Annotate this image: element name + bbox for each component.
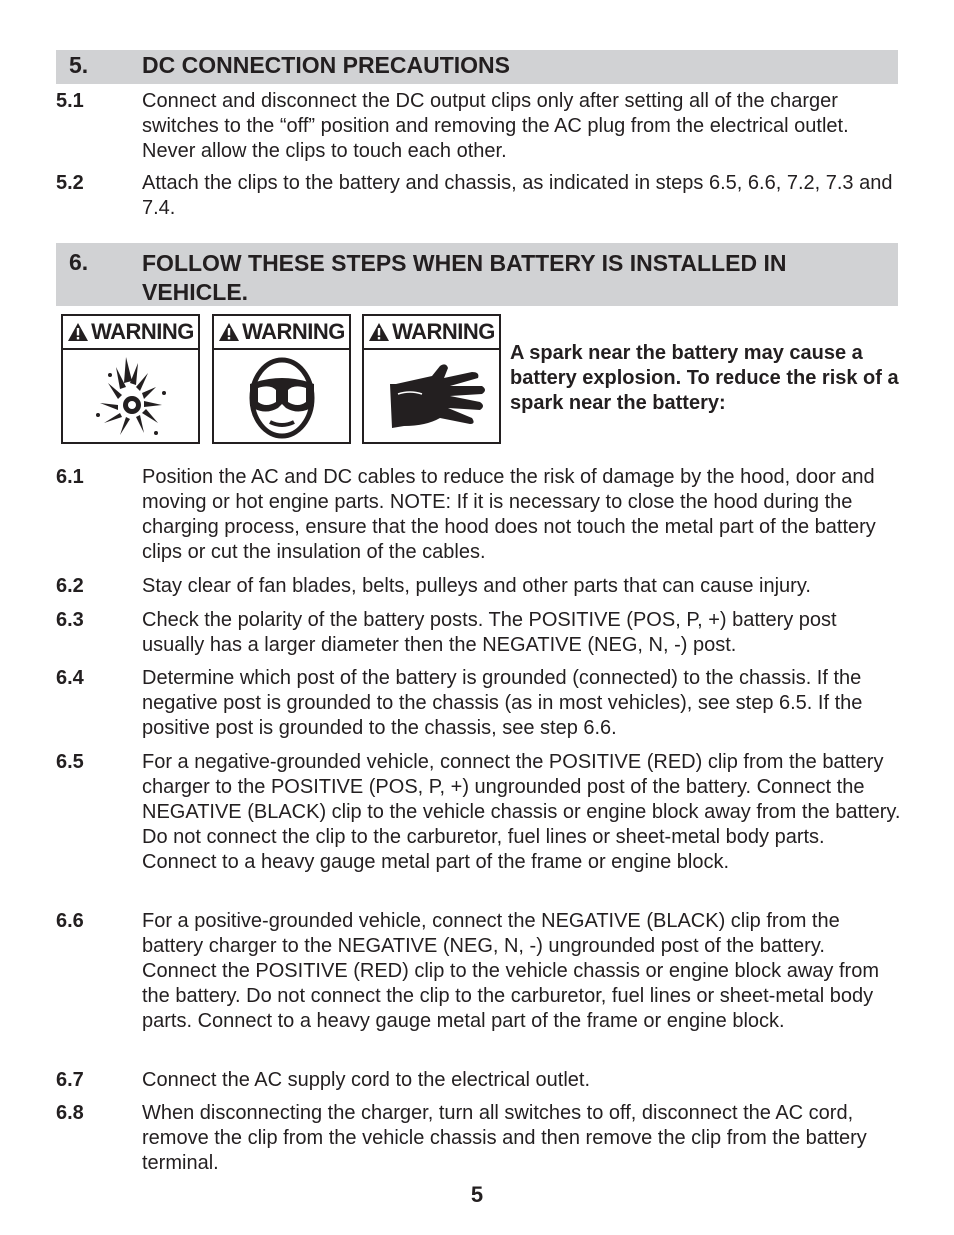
warning-box-explosion — [61, 314, 200, 444]
item-text: Connect and disconnect the DC output clips only after setting all of the charger switches to the “off” position and removing the AC plug from the electrical outlet. Never allow the clips to touch each other. — [142, 90, 849, 162]
item-number: 5.1 — [56, 90, 84, 112]
warning-triangle-icon — [218, 322, 240, 342]
section-number: 6. — [69, 249, 89, 275]
warning-label: WARNING — [91, 319, 194, 344]
list-item — [56, 465, 901, 565]
section-number: 5. — [69, 52, 89, 78]
page-number: 5 — [470, 1182, 484, 1207]
warning-text: A spark near the battery may cause a battery explosion. To reduce the risk of a spark near the battery: — [510, 342, 899, 414]
warning-box-glove — [362, 314, 501, 444]
section-title: FOLLOW THESE STEPS WHEN BATTERY IS INSTALLED IN VEHICLE. — [142, 250, 787, 305]
item-text: Stay clear of fan blades, belts, pulleys and other parts that can cause injury. — [142, 575, 811, 597]
list-item — [56, 574, 901, 599]
item-number: 6.2 — [56, 575, 84, 597]
list-item — [56, 89, 901, 164]
safety-goggles-icon — [242, 354, 322, 440]
explosion-icon — [86, 353, 176, 441]
item-number: 6.7 — [56, 1069, 84, 1091]
warning-header — [214, 316, 349, 350]
list-item — [56, 1101, 901, 1176]
item-text: For a positive-grounded vehicle, connect the NEGATIVE (BLACK) clip from the battery charger to the NEGATIVE (NEG, N, -) ungrounded post of the battery. Connect the POSITIVE (RED) clip to the vehicle chassis or engine block away from the battery. Do not connect the clip to the carburetor, fuel lines or sheet-metal body parts. Connect to a heavy gauge metal part of the frame or engine block. — [142, 910, 879, 1032]
item-text: Check the polarity of the battery posts. The POSITIVE (POS, P, +) battery post usually has a larger diameter then the NEGATIVE (NEG, N, -) post. — [142, 609, 837, 656]
warning-box-goggles — [212, 314, 351, 444]
list-item — [56, 666, 901, 741]
item-number: 6.5 — [56, 751, 84, 773]
warning-label: WARNING — [242, 319, 345, 344]
warning-header — [364, 316, 499, 350]
item-number: 6.3 — [56, 609, 84, 631]
item-text: Position the AC and DC cables to reduce the risk of damage by the hood, door and moving or hot engine parts. NOTE: If it is necessary to close the hood during the charging process, ensure that the hood does not touch the metal part of the battery clips or cut the insulation of the cables. — [142, 466, 876, 563]
item-number: 6.8 — [56, 1102, 84, 1124]
warning-header — [63, 316, 198, 350]
item-text: Attach the clips to the battery and chassis, as indicated in steps 6.5, 6.6, 7.2, 7.3 and 7.4. — [142, 172, 893, 219]
warning-label: WARNING — [392, 319, 495, 344]
section-title: DC CONNECTION PRECAUTIONS — [142, 52, 511, 78]
list-item — [56, 1068, 901, 1093]
warning-triangle-icon — [368, 322, 390, 342]
item-text: When disconnecting the charger, turn all switches to off, disconnect the AC cord, remove the clip from the vehicle chassis and then remove the clip from the battery terminal. — [142, 1102, 867, 1174]
item-text: Connect the AC supply cord to the electrical outlet. — [142, 1069, 591, 1091]
rubber-glove-icon — [376, 354, 488, 440]
item-number: 6.6 — [56, 910, 84, 932]
section-6-header — [56, 243, 898, 306]
item-number: 6.4 — [56, 667, 84, 689]
list-item — [56, 909, 901, 1034]
item-text: For a negative-grounded vehicle, connect the POSITIVE (RED) clip from the battery charger to the POSITIVE (POS, P, +) ungrounded post of the battery. Connect the NEGATIVE (BLACK) clip to the vehicle chassis or engine block away from the battery. Do not connect the clip to the carburetor, fuel lines or sheet-metal body parts. Connect to a heavy gauge metal part of the frame or engine block. — [142, 751, 901, 873]
item-number: 6.1 — [56, 466, 84, 488]
list-item — [56, 171, 901, 221]
warning-triangle-icon — [67, 322, 89, 342]
item-number: 5.2 — [56, 172, 84, 194]
section-5-header — [56, 50, 898, 84]
list-item — [56, 608, 901, 658]
item-text: Determine which post of the battery is grounded (connected) to the chassis. If the negative post is grounded to the chassis (as in most vehicles), see step 6.5. If the positive post is grounded to the chassis, see step 6.6. — [142, 667, 863, 739]
list-item — [56, 750, 901, 875]
